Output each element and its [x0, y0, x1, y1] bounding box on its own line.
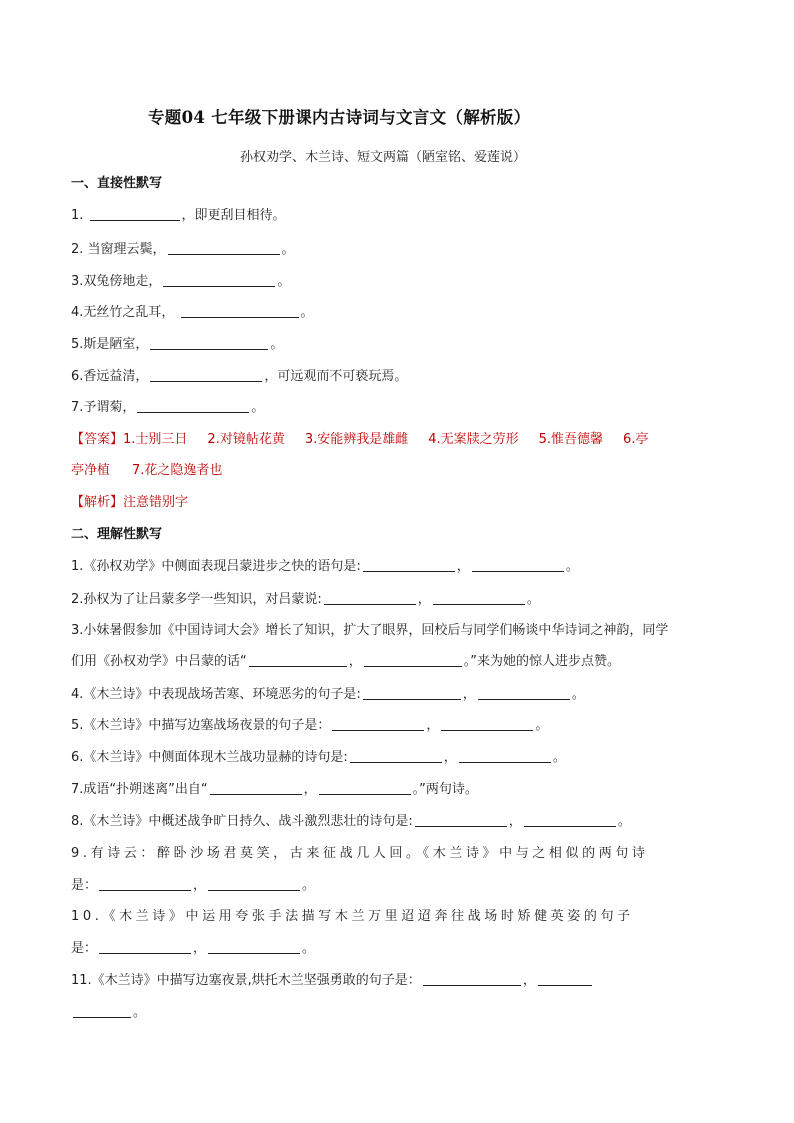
answer-blank[interactable] [472, 557, 564, 572]
s2-question-10-line-2: 是： ， 。 [71, 941, 316, 956]
s2-question-11-line-2: 。 [71, 1003, 146, 1023]
question-number: 1. [71, 208, 84, 223]
s2-question-10-line-1: 10.《木兰诗》中运用夸张手法描写木兰万里迢迢奔往战场时矫健英姿的句子 [71, 909, 634, 924]
s1-question-3: 3.双兔傍地走， 。 [71, 274, 291, 289]
answer-line-2 [71, 461, 222, 481]
analysis-text: 注意错别字 [123, 495, 189, 510]
s2-question-2: 2.孙权为了让吕蒙多学一些知识，对吕蒙说: ， 。 [71, 592, 540, 607]
question-text: 6.香远益清， [71, 369, 149, 384]
answer-blank[interactable] [363, 685, 461, 700]
answer-item: 3.安能辨我是雄雌 [304, 432, 409, 447]
answer-item: 2.对镜帖花黄 [207, 432, 285, 447]
answer-blank[interactable] [350, 748, 442, 763]
s2-question-9-line-1: 9.有诗云：醉卧沙场君莫笑，古来征战几人回。《木兰诗》中与之相似的两句诗 [71, 846, 649, 861]
s2-question-11: 11.《木兰诗》中描写边塞夜景,烘托木兰坚强勇敢的句子是： ， [71, 971, 594, 991]
answer-blank[interactable] [90, 206, 180, 221]
analysis-tag: 【解析】 [71, 495, 124, 510]
question-text: 11.《木兰诗》中描写边塞夜景,烘托木兰坚强勇敢的句子是： [71, 973, 421, 988]
answer-blank[interactable] [249, 652, 347, 667]
question-text: 5.《木兰诗》中描写边塞战场夜景的句子是： [71, 718, 331, 733]
s2-question-8: 8.《木兰诗》中概述战争旷日持久、战斗激烈悲壮的诗句是: ， 。 [71, 814, 631, 829]
question-text: 是： [71, 941, 98, 956]
answer-item: 1.士别三日 [123, 432, 188, 447]
answer-blank[interactable] [181, 303, 299, 318]
section1-heading: 一、直接性默写 [71, 176, 163, 191]
answer-item: 4.无案牍之劳形 [428, 432, 519, 447]
s1-question-7: 7.予谓菊， 。 [71, 400, 265, 415]
answer-blank[interactable] [459, 748, 551, 763]
s2-question-7: 7.成语“扑朔迷离”出自“ ， 。”两句诗。 [71, 782, 478, 797]
question-text: 7.成语“扑朔迷离”出自“ [71, 782, 208, 797]
answer-blank[interactable] [150, 367, 262, 382]
answer-blank[interactable] [163, 272, 275, 287]
question-text: 2. 当窗理云鬓， [71, 242, 166, 257]
answer-blank[interactable] [319, 780, 411, 795]
answer-blank[interactable] [415, 812, 507, 827]
question-text: 6.《木兰诗》中侧面体现木兰战功显赫的诗句是: [71, 750, 348, 765]
s1-question-2: 2. 当窗理云鬓， 。 [71, 242, 295, 257]
answer-blank[interactable] [99, 876, 191, 891]
analysis-line [71, 493, 188, 513]
s1-question-6: 6.香远益清， ，可远观而不可亵玩焉。 [71, 369, 408, 384]
question-text: 4.无丝竹之乱耳， [71, 305, 175, 320]
answer-blank[interactable] [99, 939, 191, 954]
page-subtitle: 孙权劝学、木兰诗、短文两篇（陋室铭、爱莲说） [240, 150, 527, 165]
answer-tag: 【答案】 [71, 432, 124, 447]
answer-blank[interactable] [423, 971, 521, 986]
section2-heading: 二、理解性默写 [71, 527, 163, 542]
answer-blank[interactable] [150, 335, 268, 350]
s1-question-1 [71, 206, 286, 226]
answer-blank[interactable] [208, 939, 300, 954]
s1-question-4: 4.无丝竹之乱耳， 。 [71, 305, 314, 320]
question-text: 1.《孙权劝学》中侧面表现吕蒙进步之快的语句是: [71, 559, 361, 574]
s2-question-5: 5.《木兰诗》中描写边塞战场夜景的句子是： ， 。 [71, 718, 549, 733]
answer-line-1 [71, 430, 648, 450]
question-text: 7.予谓菊， [71, 400, 136, 415]
answer-blank[interactable] [137, 398, 249, 413]
question-text: 们用《孙权劝学》中吕蒙的话“ [71, 654, 247, 669]
question-text: 是： [71, 878, 98, 893]
answer-item: 6.亭 [623, 432, 649, 447]
s2-question-4: 4.《木兰诗》中表现战场苦寒、环境恶劣的句子是: ， 。 [71, 687, 585, 702]
answer-blank[interactable] [168, 240, 280, 255]
answer-blank[interactable] [324, 590, 416, 605]
s2-question-6: 6.《木兰诗》中侧面体现木兰战功显赫的诗句是: ， 。 [71, 750, 566, 765]
answer-blank[interactable] [538, 971, 592, 986]
answer-item: 亭净植 [71, 463, 111, 478]
answer-blank[interactable] [73, 1003, 131, 1018]
answer-item: 7.花之隐逸者也 [132, 463, 223, 478]
answer-item: 5.惟吾德馨 [538, 432, 604, 447]
question-text: 4.《木兰诗》中表现战场苦寒、环境恶劣的句子是: [71, 687, 361, 702]
question-text: 5.斯是陋室， [71, 337, 149, 352]
answer-blank[interactable] [208, 876, 300, 891]
page-title: 专题04 七年级下册课内古诗词与文言文（解析版） [148, 108, 531, 127]
s2-question-3-line-2: 们用《孙权劝学》中吕蒙的话“ ， 。”来为她的惊人进步点赞。 [71, 654, 621, 669]
s2-question-3-line-1: 3.小妹暑假参加《中国诗词大会》增长了知识，扩大了眼界，回校后与同学们畅谈中华诗词之神韵，同学 [71, 623, 669, 638]
s2-question-9-line-2: 是： ， 。 [71, 878, 316, 893]
answer-blank[interactable] [433, 590, 525, 605]
answer-blank[interactable] [332, 716, 424, 731]
s2-question-1: 1.《孙权劝学》中侧面表现吕蒙进步之快的语句是: ， 。 [71, 559, 579, 574]
answer-blank[interactable] [441, 716, 533, 731]
question-text: 3.双兔傍地走， [71, 274, 162, 289]
answer-blank[interactable] [364, 652, 462, 667]
answer-blank[interactable] [210, 780, 302, 795]
answer-blank[interactable] [363, 557, 455, 572]
answer-blank[interactable] [524, 812, 616, 827]
question-text: 8.《木兰诗》中概述战争旷日持久、战斗激烈悲壮的诗句是: [71, 814, 413, 829]
question-text: ，即更刮目相待。 [181, 208, 286, 223]
question-text: 2.孙权为了让吕蒙多学一些知识，对吕蒙说: [71, 592, 322, 607]
answer-blank[interactable] [478, 685, 570, 700]
s1-question-5: 5.斯是陋室， 。 [71, 337, 284, 352]
